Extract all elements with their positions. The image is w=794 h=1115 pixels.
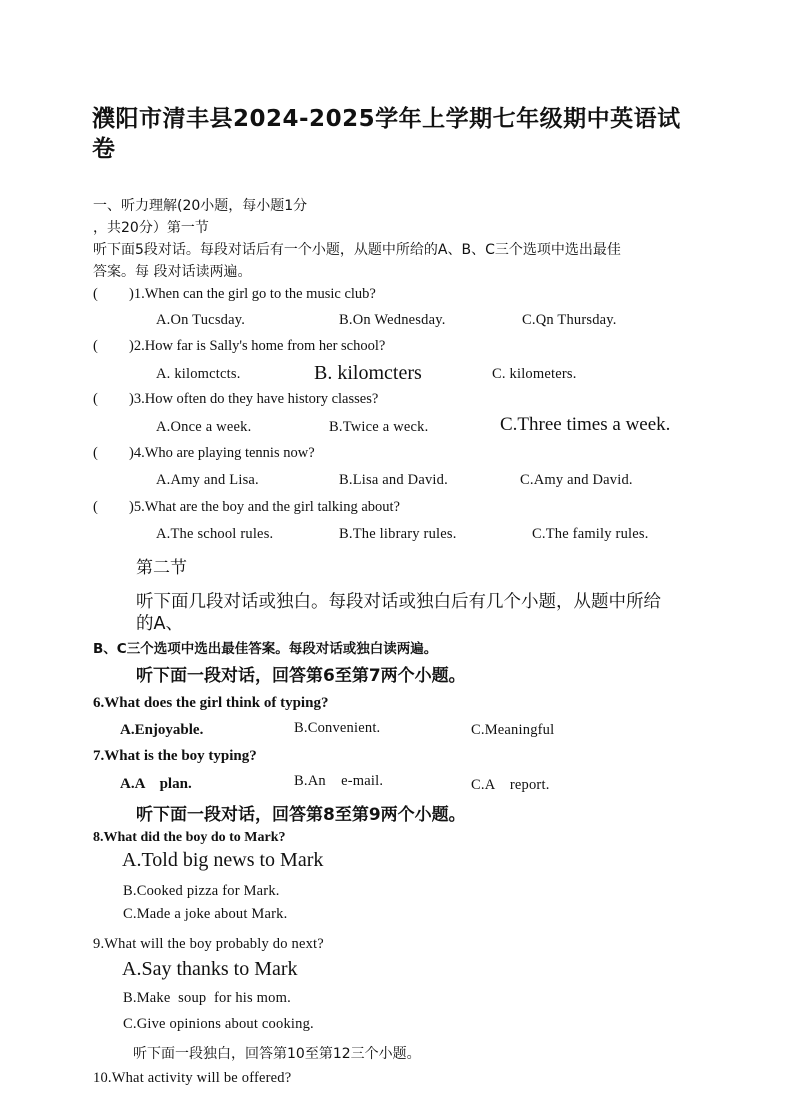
option-a: A.Amy and Lisa. [156, 472, 259, 488]
option-c: C.A report. [471, 777, 550, 793]
question-2 [93, 338, 385, 355]
question-9: 9.What will the boy probably do next? [93, 936, 324, 952]
answer-blank: ( [93, 499, 98, 515]
option-a: A.On Tucsday. [156, 312, 246, 328]
question-text: 1.When can the girl go to the music club? [133, 286, 376, 302]
sub-instruction-8-9: 听下面一段对话，回答第8至第9两个小题。 [136, 805, 466, 825]
option-c: C.Qn Thursday. [522, 312, 617, 328]
option-c: C.Made a joke about Mark. [123, 906, 288, 922]
option-c: C.Meaningful [471, 722, 555, 738]
answer-blank: ( [93, 445, 98, 461]
section2-instruction-line3: B、C三个选项中选出最佳答案。每段对话或独白读两遍。 [93, 641, 438, 657]
option-a: A.The school rules. [156, 526, 274, 542]
section1-heading: 一、听力理解(20小题，每小题1分 [93, 198, 308, 214]
section2-instruction-continued: 的A、 [136, 614, 183, 634]
answer-blank: ( [93, 391, 98, 407]
sub-instruction-6-7: 听下面一段对话，回答第6至第7两个小题。 [136, 666, 466, 686]
sub-instruction-10-12: 听下面一段独白，回答第10至第12三个小题。 [133, 1046, 421, 1062]
question-3 [93, 391, 378, 408]
section1-instruction-continued: 答案。每 段对话读两遍。 [93, 264, 252, 280]
option-a: A.Once a week. [156, 419, 252, 435]
section1-heading-continued: ，共20分）第一节 [93, 220, 209, 236]
option-a: A.A plan. [120, 776, 192, 792]
option-b: B.Lisa and David. [339, 472, 448, 488]
section2-instruction: 听下面几段对话或独白。每段对话或独白后有几个小题，从题中所给 [136, 592, 661, 612]
question-1 [93, 286, 376, 303]
option-a: A. kilomctcts. [156, 366, 241, 382]
option-b: B.Convenient. [294, 720, 381, 736]
option-c: C.Three times a week. [500, 414, 671, 435]
option-c: C.The family rules. [532, 526, 649, 542]
page-title: 濮阳市清丰县2024-2025学年上学期七年级期中英语试 [92, 106, 681, 132]
question-text: 4.Who are playing tennis now? [133, 445, 315, 461]
page-title-continued: 卷 [92, 136, 116, 162]
answer-blank-close: ) [129, 445, 134, 461]
option-b: B.An e-mail. [294, 773, 384, 789]
answer-blank: ( [93, 338, 98, 354]
option-c: C.Give opinions about cooking. [123, 1016, 314, 1032]
option-b: B.Make soup for his mom. [123, 990, 291, 1006]
question-8: 8.What did the boy do to Mark? [93, 830, 286, 845]
question-text: 5.What are the boy and the girl talking about? [133, 499, 400, 515]
option-a: A.Say thanks to Mark [122, 958, 298, 980]
section1-instruction: 听下面5段对话。每段对话后有一个小题，从题中所给的A、B、C三个选项中选出最佳 [93, 242, 621, 258]
question-6: 6.What does the girl think of typing? [93, 695, 329, 711]
option-b: B.On Wednesday. [339, 312, 446, 328]
answer-blank-close: ) [129, 286, 134, 302]
option-c: C.Amy and David. [520, 472, 633, 488]
question-7: 7.What is the boy typing? [93, 748, 257, 764]
option-b: B. kilomcters [314, 362, 422, 384]
option-b: B.Twice a weck. [329, 419, 429, 435]
question-text: 3.How often do they have history classes? [133, 391, 379, 407]
option-a: A.Enjoyable. [120, 722, 204, 738]
option-a: A.Told big news to Mark [122, 849, 324, 871]
option-c: C. kilometers. [492, 366, 577, 382]
section2-heading: 第二节 [136, 558, 187, 578]
option-b: B.Cooked pizza for Mark. [123, 883, 280, 899]
option-b: B.The library rules. [339, 526, 457, 542]
answer-blank: ( [93, 286, 98, 302]
question-5 [93, 499, 400, 516]
question-10: 10.What activity will be offered? [93, 1070, 292, 1086]
answer-blank-close: ) [129, 499, 134, 515]
question-4 [93, 445, 315, 462]
question-text: 2.How far is Sally's home from her school? [133, 338, 386, 354]
answer-blank-close: ) [129, 338, 134, 354]
answer-blank-close: ) [129, 391, 134, 407]
